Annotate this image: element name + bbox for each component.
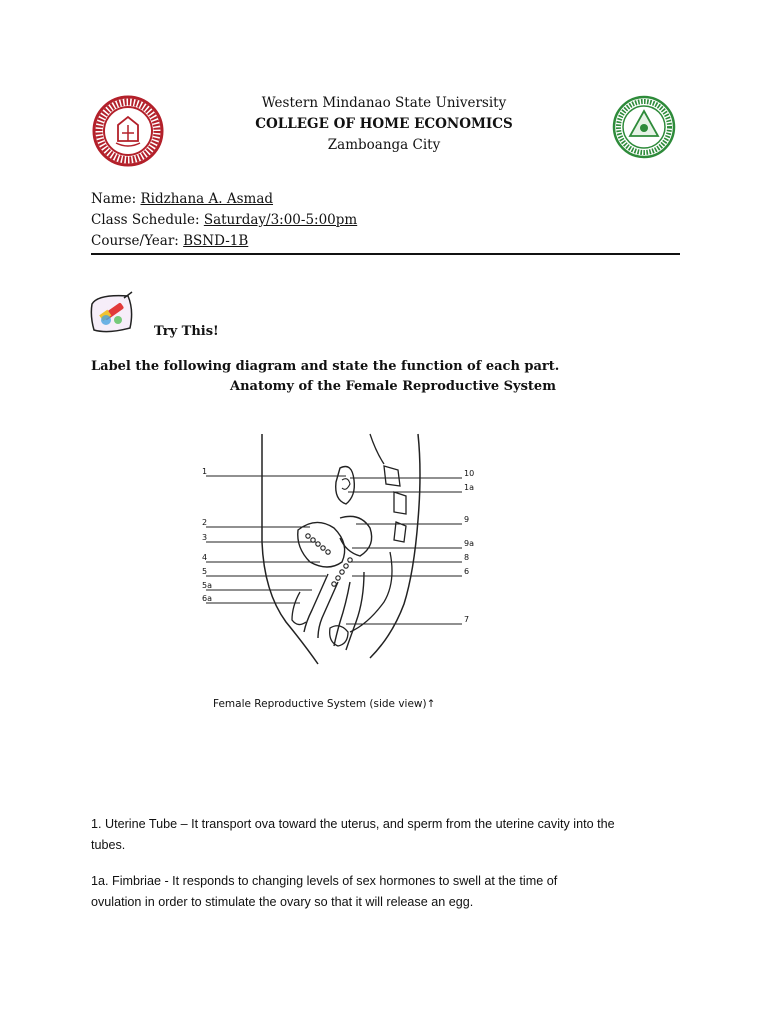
answer-item: [91, 871, 701, 913]
answer-line: 1. Uterine Tube – It transport ova toward the uterus, and sperm from the uterine cavity into the: [91, 817, 615, 831]
college-name: COLLEGE OF HOME ECONOMICS: [255, 116, 513, 132]
city-name: Zamboanga City: [327, 137, 441, 153]
answer-item: [91, 814, 701, 856]
diagram-label: 9a: [464, 539, 474, 548]
pencil-note-icon: [88, 290, 138, 338]
course-label: Course/Year:: [91, 233, 184, 249]
diagram-label: 7: [464, 615, 470, 624]
instruction-text: Label the following diagram and state the function of each part.: [91, 359, 560, 374]
reproductive-system-diagram: [200, 432, 475, 682]
schedule-row: [91, 212, 357, 228]
schedule-label: Class Schedule:: [91, 212, 204, 228]
diagram-label: 1: [202, 467, 208, 476]
course-row: [91, 233, 248, 249]
diagram-label: 6a: [202, 594, 212, 603]
university-name: Western Mindanao State University: [261, 95, 507, 111]
diagram-label: 3: [202, 533, 208, 542]
diagram-label: 9: [464, 515, 470, 524]
diagram-title: Anatomy of the Female Reproductive System: [230, 379, 556, 394]
name-label: Name:: [91, 191, 141, 207]
diagram-label: 10: [464, 469, 475, 478]
answer-line: tubes.: [91, 838, 126, 852]
diagram-label: 4: [202, 553, 208, 562]
schedule-value: Saturday/3:00-5:00pm: [203, 212, 358, 228]
try-this-label: Try This!: [154, 324, 219, 339]
diagram-label: 5: [202, 567, 208, 576]
diagram-label: 6: [464, 567, 470, 576]
course-value: BSND-1B: [183, 233, 249, 249]
header-divider: [91, 253, 680, 255]
diagram-label: 1a: [464, 483, 474, 492]
name-row: [91, 191, 273, 207]
answer-line: ovulation in order to stimulate the ovary so that it will release an egg.: [91, 895, 474, 909]
diagram-caption: Female Reproductive System (side view)↑: [213, 698, 436, 710]
name-value: Ridzhana A. Asmad: [140, 191, 274, 207]
answer-line: 1a. Fimbriae - It responds to changing levels of sex hormones to swell at the time of: [91, 874, 558, 888]
diagram-label: 2: [202, 518, 208, 527]
diagram-label: 8: [464, 553, 470, 562]
diagram-label: 5a: [202, 581, 212, 590]
